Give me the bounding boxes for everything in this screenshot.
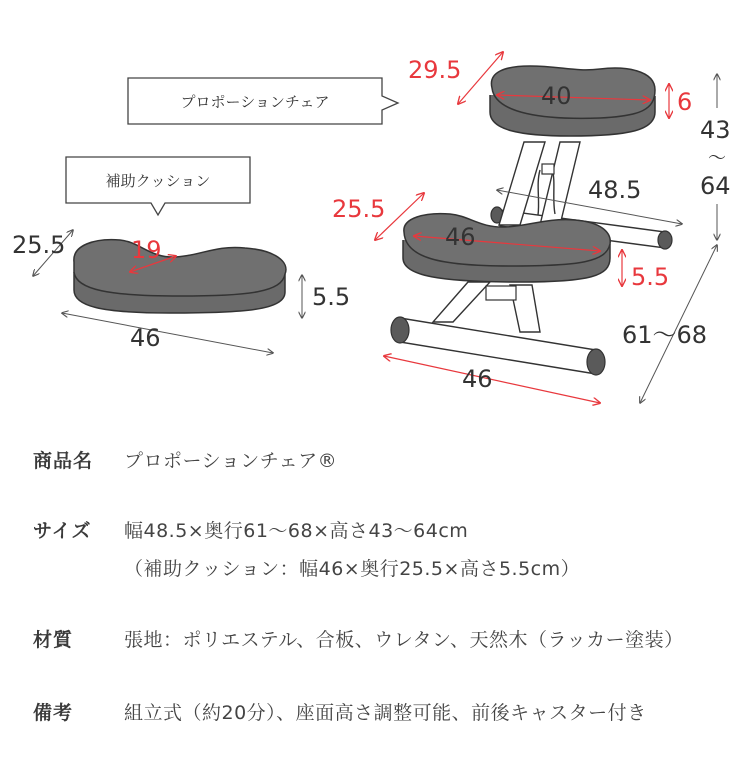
spec-label: 材質	[33, 629, 74, 651]
cushion-callout	[66, 157, 250, 215]
cushion-width-arrow	[62, 313, 273, 353]
auxiliary-cushion-drawing	[74, 240, 286, 313]
spec-label: 備考	[33, 702, 74, 724]
chair-callout-text: プロポーションチェア	[180, 93, 330, 111]
cushion-curve-label: 19	[131, 236, 162, 264]
spec-label: サイズ	[33, 520, 92, 542]
knee-width-label: 46	[445, 223, 476, 251]
overall-depth-label: 61～68	[622, 321, 708, 349]
cushion-width-label: 46	[130, 324, 161, 352]
cushion-depth-label: 25.5	[12, 231, 66, 259]
seat-height-tilde: ～	[708, 148, 726, 169]
knee-thickness-label: 5.5	[631, 263, 670, 291]
spec-value: 組立式（約20分）、座面高さ調整可能、前後キャスター付き	[124, 702, 647, 724]
seat-thickness-label: 6	[677, 88, 693, 116]
knee-depth-label: 25.5	[332, 195, 386, 223]
seat-depth-label: 29.5	[408, 56, 462, 84]
cushion-callout-text: 補助クッション	[105, 172, 211, 190]
spec-label: 商品名	[33, 450, 94, 472]
spec-value: 張地：ポリエステル、合板、ウレタン、天然木（ラッカー塗装）	[124, 629, 684, 651]
spec-value: プロポーションチェア®	[124, 450, 338, 472]
seat-height-min-label: 43	[700, 116, 731, 144]
spec-value-cushion: （補助クッション：幅46×奥行25.5×高さ5.5cm）	[124, 558, 581, 580]
cushion-height-label: 5.5	[312, 283, 351, 311]
base-width-label: 46	[462, 365, 493, 393]
overall-width-label: 48.5	[588, 176, 642, 204]
chair-callout	[128, 78, 398, 124]
spec-value: 幅48.5×奥行61～68×高さ43～64cm	[124, 520, 469, 542]
seat-width-label: 40	[541, 82, 572, 110]
seat-height-max-label: 64	[700, 172, 731, 200]
